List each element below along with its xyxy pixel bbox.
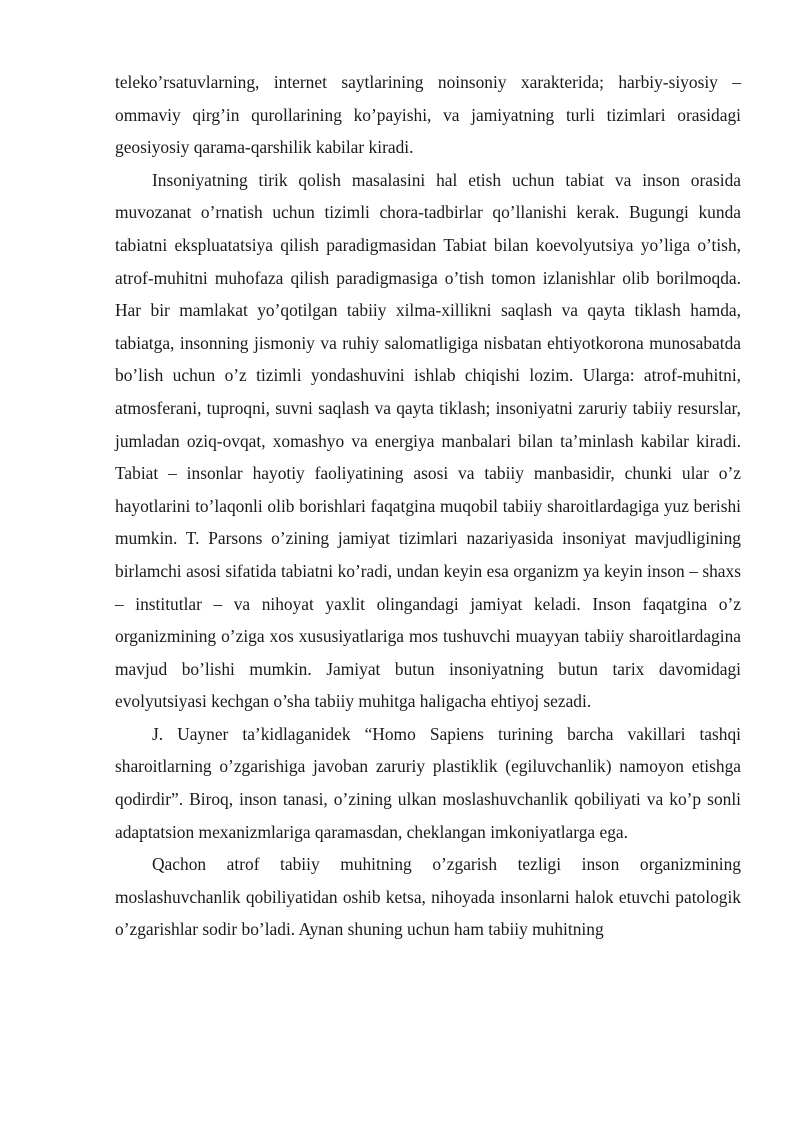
paragraph-1: teleko’rsatuvlarning, internet saytlarining noinsoniy xarakterida; harbiy-siyosiy – ommaviy qirg’in qurollarining ko’payishi, va jamiyatning turli tizimlari orasidagi geosiyosiy qarama-qarshilik kabilar kiradi. (115, 72, 741, 158)
document-page (115, 66, 741, 946)
paragraph-4: Qachon atrof tabiiy muhitning o’zgarish tezligi inson organizmining moslashuvchanlik qobiliyatidan oshib ketsa, nihoyada insonlarni halok etuvchi patologik o’zgarishlar sodir bo’ladi. Aynan shuning uchun ham tabiiy muhitning (115, 854, 741, 940)
paragraph-2: Insoniyatning tirik qolish masalasini hal etish uchun tabiat va inson orasida muvozanat o’rnatish uchun tizimli chora-tadbirlar qo’llanishi kerak. Bugungi kunda tabiatni ekspluatatsiya qilish paradigmasidan Tabiat bilan koevolyutsiya yo’liga o’tish, atrof-muhitni muhofaza qilish paradigmasiga o’tish tomon izlanishlar olib borilmoqda. Har bir mamlakat yo’qotilgan tabiiy xilma-xillikni saqlash va qayta tiklash hamda, tabiatga, insonning jismoniy va ruhiy salomatligiga nisbatan ehtiyotkorona munosabatda bo’lish uchun o’z tizimli yondashuvini ishlab chiqishi lozim. Ularga: atrof-muhitni, atmosferani, tuproqni, suvni saqlash va qayta tiklash; insoniyatni zaruriy tabiiy resurslar, jumladan oziq-ovqat, xomashyo va energiya manbalari bilan ta’minlash kabilar kiradi. Tabiat – insonlar hayotiy faoliyatining asosi va tabiiy manbasidir, chunki ular o’z hayotlarini to’laqonli olib borishlari faqatgina muqobil tabiiy sharoitlardagiga yuz berishi mumkin. T. Parsons o’zining jamiyat tizimlari nazariyasida insoniyat mavjudligining birlamchi asosi sifatida tabiatni ko’radi, undan keyin esa organizm ya keyin inson – shaxs – institutlar – va nihoyat yaxlit olingandagi jamiyat keladi. Inson faqatgina o’z organizmining o’ziga xos xususiyatlariga mos tushuvchi muayyan tabiiy sharoitlardagina mavjud bo’lishi mumkin. Jamiyat butun insoniyatning butun tarix davomidagi evolyutsiyasi kechgan o’sha tabiiy muhitga haligacha ehtiyoj sezadi. (115, 169, 741, 712)
paragraph-3: J. Uayner ta’kidlaganidek “Homo Sapiens turining barcha vakillari tashqi sharoitlarning o’zgarishiga javoban zaruriy plastiklik (egiluvchanlik) namoyon etishga qodirdir”. Biroq, inson tanasi, o’zining ulkan moslashuvchanlik qobiliyati va ko’p sonli adaptatsion mexanizmlariga qaramasdan, cheklangan imkoniyatlarga ega. (115, 723, 741, 842)
